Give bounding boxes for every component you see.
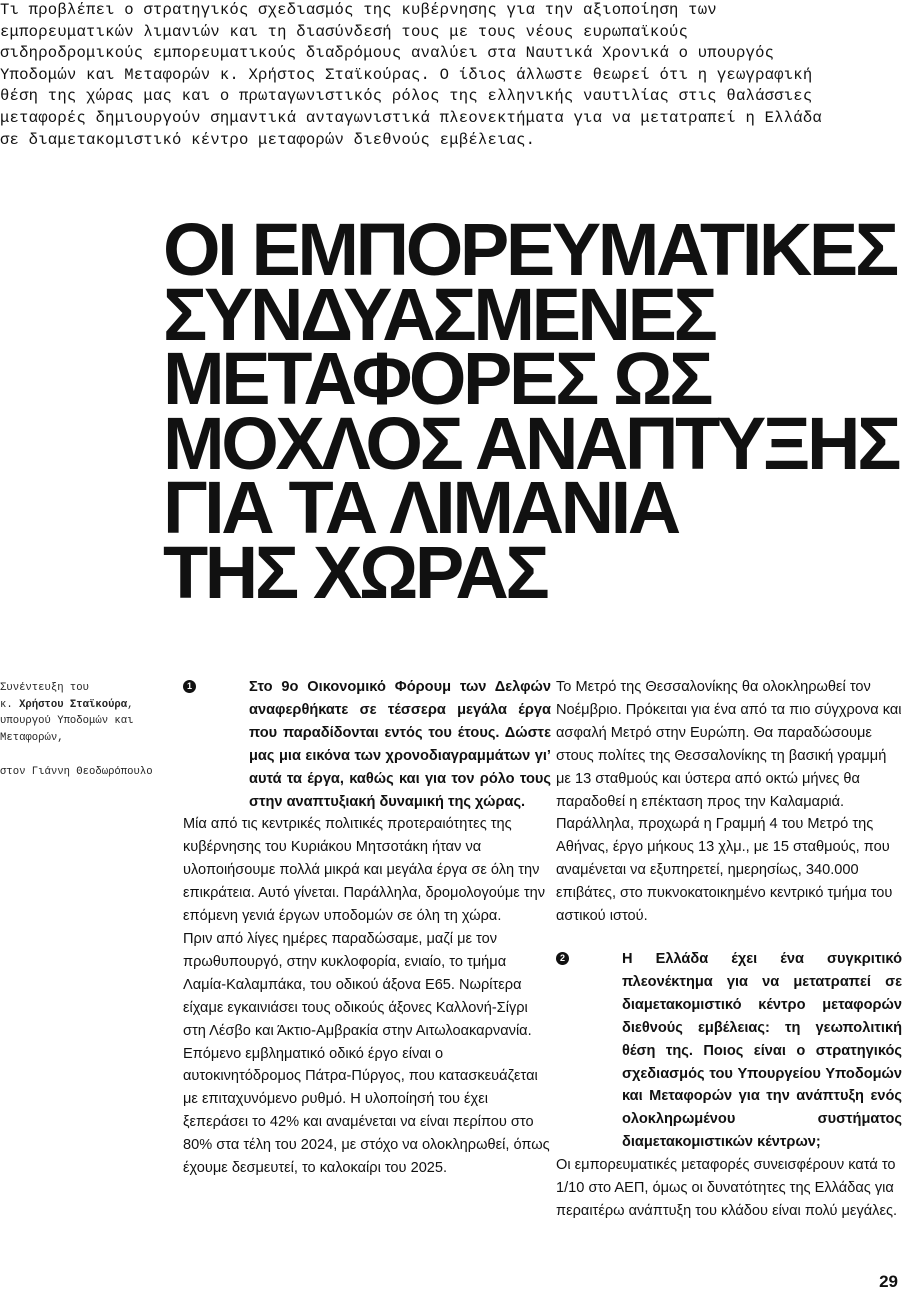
answer-1	[183, 813, 551, 1180]
article-headline	[163, 208, 899, 614]
interview-credits	[0, 680, 170, 781]
column-2	[556, 676, 902, 1223]
column-1	[183, 676, 551, 1180]
question-text: Στο 9ο Οικονομικό Φόρουμ των Δελφών αναφερθήκατε σε τέσσερα μεγάλα έργα που παραδίδονται εντός του έτους. Δώστε μας μια εικόνα των χρονοδιαγραμμάτων γι’ αυτά τα έργα, καθώς και για τον ρόλο τους στην αναπτυξιακή δυναμική της χώρας.	[249, 679, 551, 810]
answer-paragraph: Το Μετρό της Θεσσαλονίκης θα ολοκληρωθεί τον Νοέμβριο. Πρόκειται για ένα από τα πιο σύγχρονα και ασφαλή Μετρό στην Ευρώπη. Θα παραδώσουμε στους πολίτες της Θεσσαλονίκης τη βασική γραμμή με 13 σταθμούς και ύστερα από οκτώ μήνες θα παραδοθεί η επέκταση προς την Καλαμαριά.	[556, 679, 902, 810]
answer-2	[556, 1154, 902, 1223]
interviewee-name: Χρήστου Σταϊκούρα	[19, 698, 128, 711]
answer-1-continued	[556, 676, 902, 928]
answer-paragraph: Οι εμπορευματικές μεταφορές συνεισφέρουν κατά το 1/10 στο ΑΕΠ, όμως οι δυνατότητες της Ελλάδας για περαιτέρω ανάπτυξη του κλάδου είναι πολύ μεγάλες.	[556, 1157, 898, 1219]
credits-line: υπουργού Υποδομών και	[0, 715, 134, 728]
page-number: 29	[879, 1272, 898, 1291]
intro-paragraph	[0, 0, 900, 151]
question-text: Η Ελλάδα έχει ένα συγκριτικό πλεονέκτημα για να μετατραπεί σε διαμετακομιστικό κέντρο μεταφορών διεθνούς εμβέλειας: τη γεωπολιτική θέση της. Ποιος είναι ο στρατηγικός σχεδιασμός του Υπουργείου Υποδομών και Μεταφορών για την ανάπτυξη ενός ολοκληρωμένου συστήματος διαμετακομιστικών κέντρων;	[622, 950, 902, 1151]
question-2	[556, 948, 902, 1154]
answer-paragraph: Πριν από λίγες ημέρες παραδώσαμε, μαζί με τον πρωθυπουργό, στην κυκλοφορία, ενιαίο, το τμήμα Λαμία-Καλαμπάκα, του οδικού άξονα Ε65. Νωρίτερα είχαμε εγκαινιάσει τους οδικούς άξονες Καλλονή-Σίγρι στη Λέσβο και Άκτιο-Αμβρακία στην Αιτωλοακαρνανία.	[183, 930, 532, 1039]
credits-line: Μεταφορών,	[0, 731, 64, 744]
answer-paragraph: Παράλληλα, προχωρά η Γραμμή 4 του Μετρό της Αθήνας, έργο μήκους 13 χλμ., με 15 σταθμούς, που αναμένεται να εξυπηρετεί, ημερησίως, 340.000 επιβάτες, στο πυκνοκατοικημένο κεντρικό τμήμα του αστικού ιστού.	[556, 816, 893, 925]
credits-line: Συνέντευξη του	[0, 682, 90, 694]
credits-line	[0, 697, 170, 714]
headline-line: ΜΟΧΛΟΣ ΑΝΑΠΤΥΞΗΣ	[163, 401, 899, 485]
credits-prefix: κ.	[0, 698, 20, 711]
question-number-badge: 1	[183, 680, 196, 693]
headline-line: ΜΕΤΑΦΟΡΕΣ ΩΣ	[163, 337, 711, 420]
headline-line: ΓΙΑ ΤΑ ΛΙΜΑΝΙΑ	[163, 466, 678, 549]
question-number-badge: 2	[556, 952, 569, 965]
headline-line: ΣΥΝΔΥΑΣΜΕΝΕΣ	[163, 272, 715, 356]
headline-line: ΟΙ ΕΜΠΟΡΕΥΜΑΤΙΚΕΣ	[163, 208, 896, 291]
answer-paragraph: Επόμενο εμβληματικό οδικό έργο είναι ο αυτοκινητόδρομος Πάτρα-Πύργος, που κατασκευάζεται με επιταχυνόμενο ρυθμό. Η υλοποίησή του έχει ξεπεράσει το 42% και αναμένεται να είναι περίπου στο 80% στα τέλη του 2024, με στόχο να ολοκληρωθεί, όπως έχουμε δεσμευτεί, το καλοκαίρι του 2025.	[183, 1045, 550, 1177]
question-1	[183, 676, 551, 813]
intro-text: Τι προβλέπει ο στρατηγικός σχεδιασμός της κυβέρνησης για την αξιοποίηση των εμπορευματικών λιμανιών και τη διασύνδεσή τους με τους νέους ευρωπαϊκούς σιδηροδρομικούς εμπορευματικούς διαδρόμους αναλύει στα Ναυτικά Χρονικά ο υπουργός Υποδομών και Μεταφορών κ. Χρήστος Σταϊκούρας. Ο ίδιος άλλωστε θεωρεί ότι η γεωγραφική θέση της χώρας μας και ο πρωταγωνιστικός ρόλος της ελληνικής ναυτιλίας στις θαλάσσιες μεταφορές δημιουργούν σημαντικά ανταγωνιστικά πλεονεκτήματα για να μετατραπεί η Ελλάδα σε διαμετακομιστικό κέντρο μεταφορών διεθνούς εμβέλειας.	[0, 1, 822, 149]
credits-suffix: ,	[127, 698, 134, 711]
answer-paragraph: Μία από τις κεντρικές πολιτικές προτεραιότητες της κυβέρνησης του Κυριάκου Μητσοτάκη ήταν να υλοποιήσουμε πολλά μικρά και μεγάλα έργα σε όλη την επικράτεια. Αυτό γίνεται. Παράλληλα, δρομολογούμε την επόμενη γενιά έργων υποδομών σε όλη τη χώρα.	[183, 816, 546, 925]
headline-line: ΤΗΣ ΧΩΡΑΣ	[163, 530, 547, 614]
interviewer-line: στον Γιάννη Θεοδωρόπουλο	[0, 766, 153, 779]
